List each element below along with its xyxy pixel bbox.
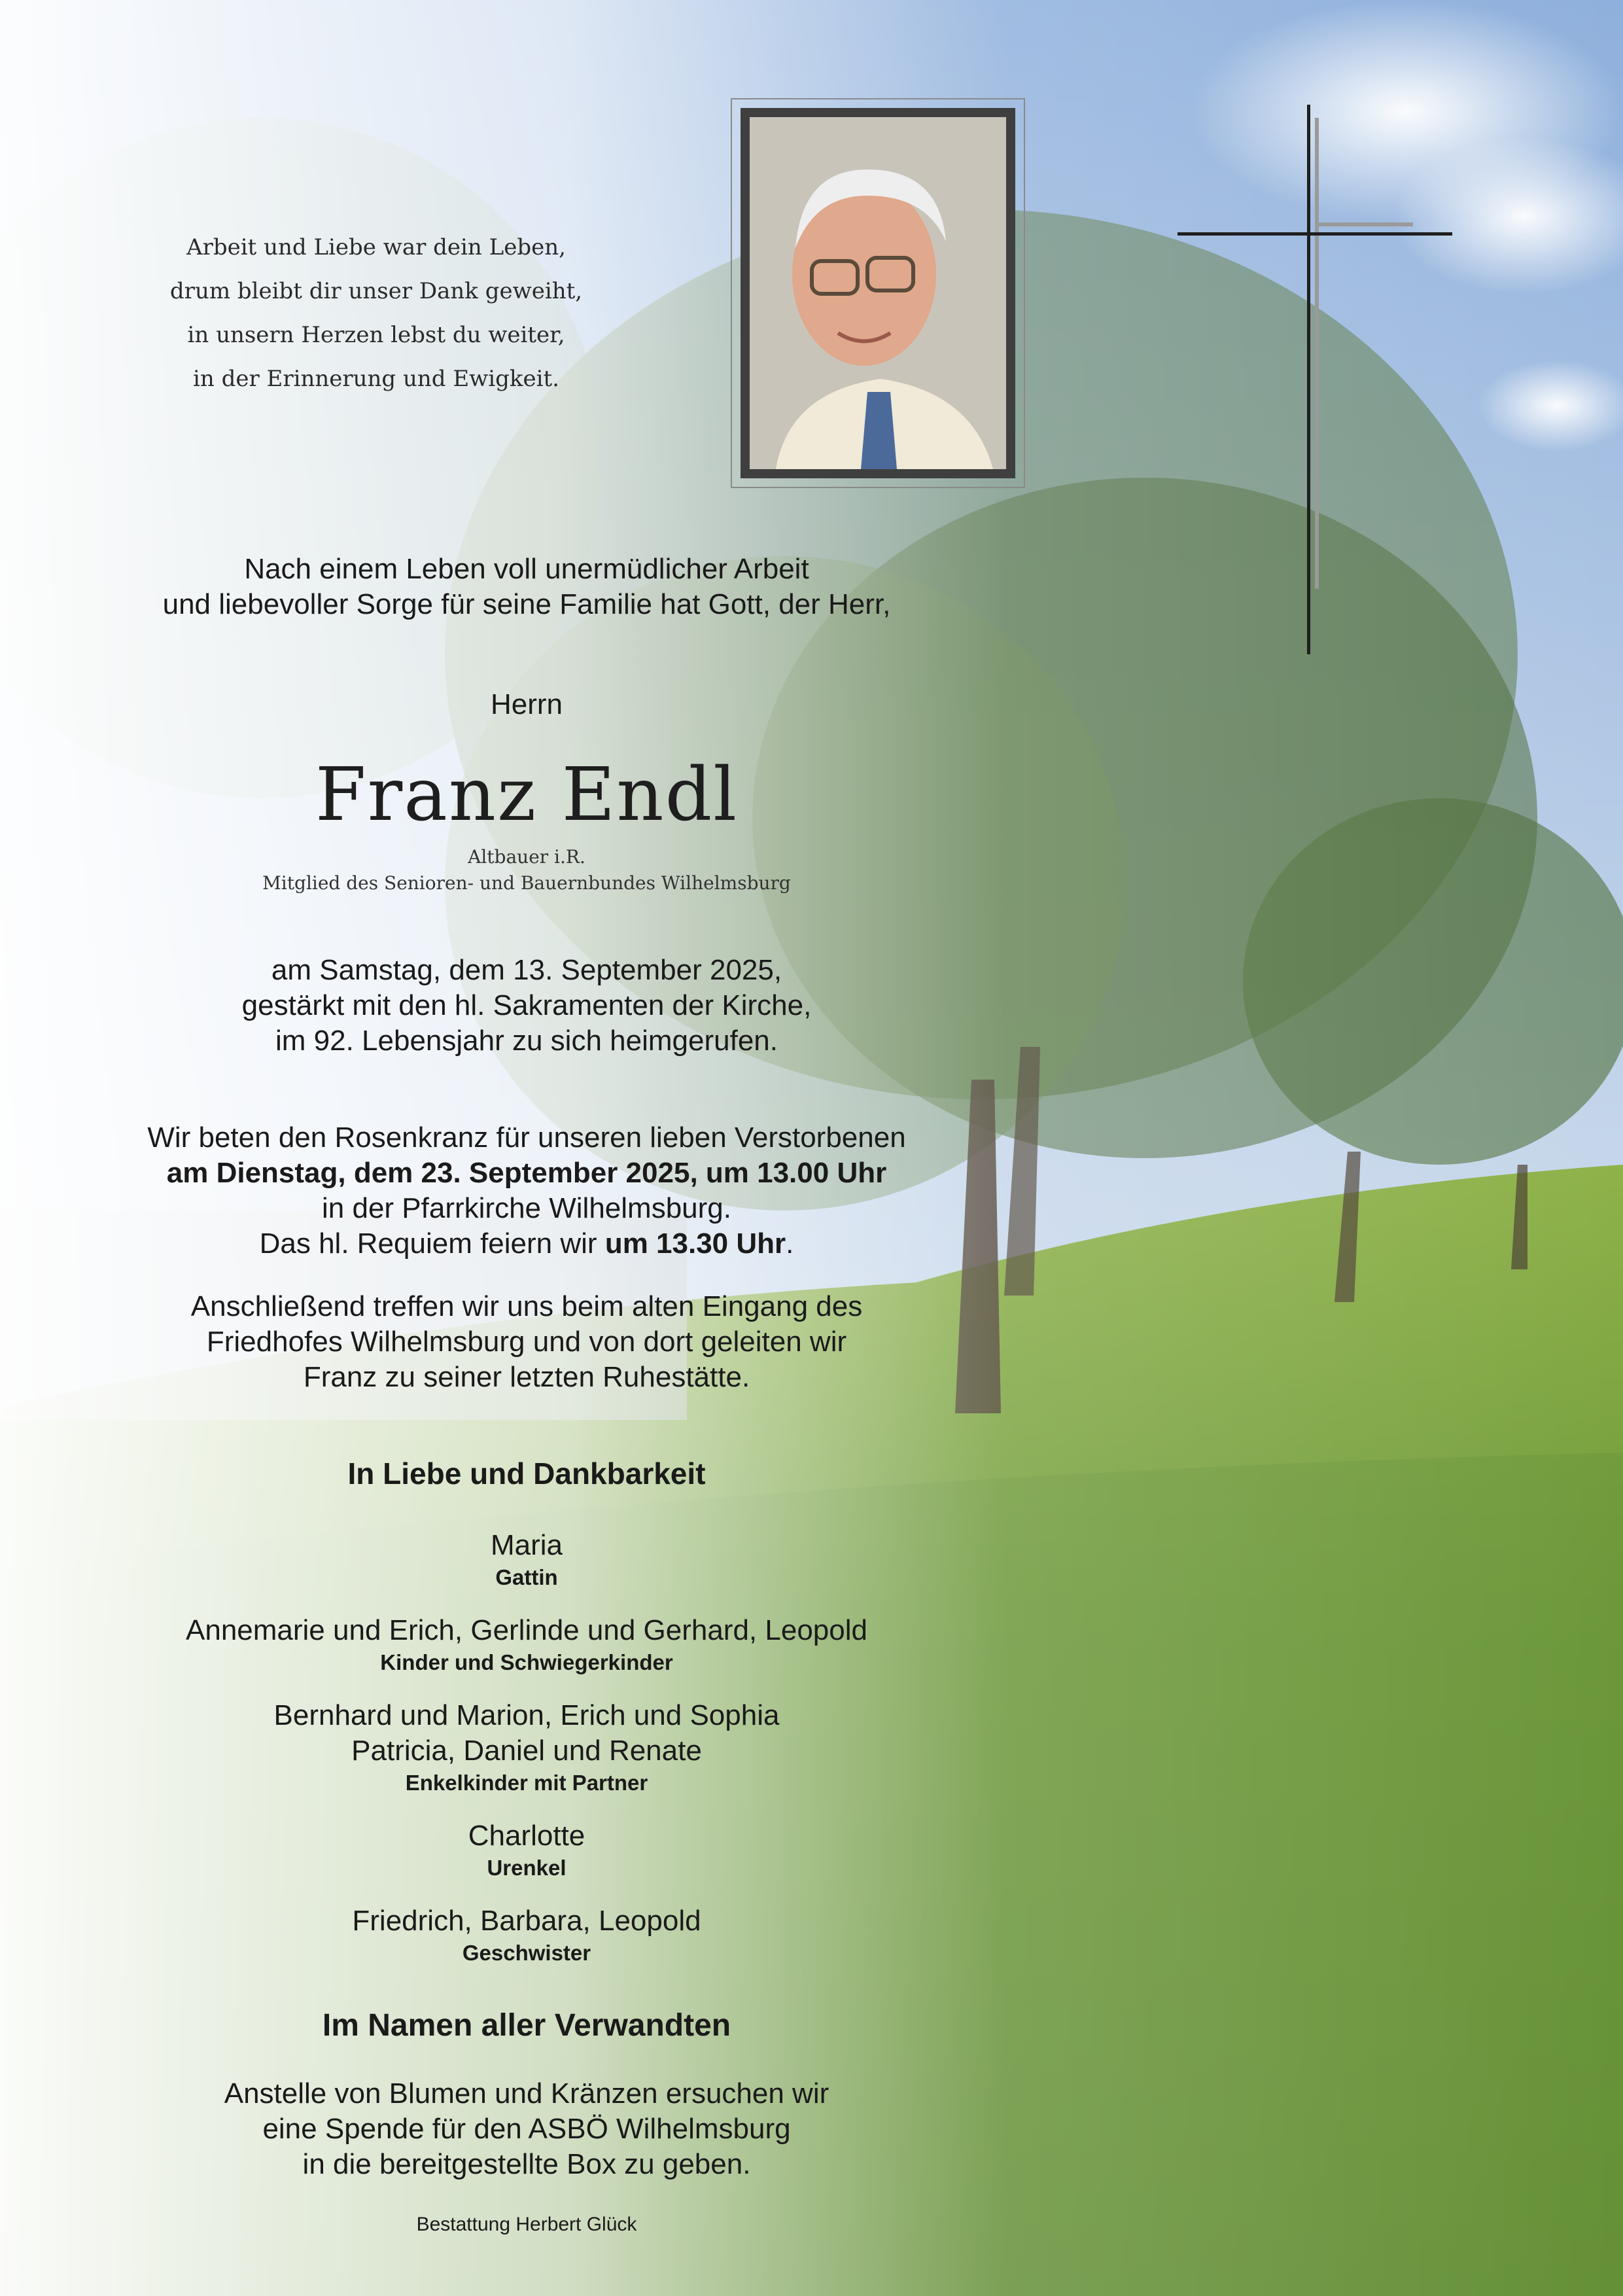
funeral-line: Franz zu seiner letzten Ruhestätte. [303,1361,750,1393]
donation-line: Anstelle von Blumen und Kränzen ersuchen wir [224,2077,829,2110]
funeral-info [0,1289,1053,1395]
mourner-role: Geschwister [462,1941,591,1965]
announcement-line: im 92. Lebensjahr zu sich heimgerufen. [275,1025,778,1057]
deceased-title: Altbauer i.R. [468,846,585,868]
deceased-membership: Mitglied des Senioren- und Bauernbundes Wilhelmsburg [262,872,791,894]
prayer-line: Wir beten den Rosenkranz für unseren lieben Verstorbenen [147,1122,906,1154]
poem-line: Arbeit und Liebe war dein Leben, [186,234,566,260]
prayer-location: in der Pfarrkirche Wilhelmsburg. [322,1192,731,1224]
mourner-group [0,1818,1053,1882]
mourner-role: Kinder und Schwiegerkinder [380,1650,673,1674]
mourner-names: Annemarie und Erich, Gerlinde und Gerhard, Leopold [186,1614,867,1646]
salutation: Herrn [490,688,563,720]
announcement-line: gestärkt mit den hl. Sakramenten der Kirche, [241,989,812,1021]
cross-icon [1164,98,1465,661]
requiem-line [0,1226,1053,1262]
undertaker-credit: Bestattung Herbert Glück [416,2214,637,2235]
funeral-line: Anschließend treffen wir uns beim alten Eingang des [190,1290,863,1322]
poem-line: in unsern Herzen lebst du weiter, [187,322,565,348]
deceased-name: Franz Endl [315,752,739,838]
portrait-photo [741,108,1015,478]
intro-line: und liebevoller Sorge für seine Familie hat Gott, der Herr, [162,588,891,620]
mourner-role: Gattin [495,1565,558,1589]
intro-line: Nach einem Leben voll unermüdlicher Arbeit [244,553,809,585]
mourner-group [0,1903,1053,1968]
requiem-period: . [786,1227,794,1260]
on-behalf-heading: Im Namen aller Verwandten [322,2008,731,2043]
requiem-text: Das hl. Requiem feiern wir [259,1227,605,1260]
requiem-time: um 13.30 Uhr [604,1227,786,1260]
mourner-role: Urenkel [487,1856,567,1880]
gratitude-heading: In Liebe und Dankbarkeit [347,1457,706,1491]
poem [0,226,752,401]
donation-line: in die bereitgestellte Box zu geben. [302,2148,751,2180]
announcement-line: am Samstag, dem 13. September 2025, [271,954,782,986]
mourner-group [0,1698,1053,1797]
funeral-line: Friedhofes Wilhelmsburg und von dort geleiten wir [206,1326,847,1358]
mourner-role: Enkelkinder mit Partner [405,1771,648,1795]
mourner-group [0,1613,1053,1677]
mourner-names: Bernhard und Marion, Erich und Sophia [273,1699,780,1731]
prayer-date: am Dienstag, dem 23. September 2025, um 13.00 Uhr [166,1157,887,1189]
intro-text [0,552,1053,622]
mourner-names: Charlotte [468,1820,585,1852]
mourner-names: Patricia, Daniel und Renate [351,1735,702,1767]
deceased-details [0,844,1053,896]
mourners-list [0,1528,1053,1988]
mourner-names: Maria [490,1529,563,1561]
poem-line: in der Erinnerung und Ewigkeit. [192,366,559,392]
donation-line: eine Spende für den ASBÖ Wilhelmsburg [262,2113,791,2145]
prayer-info [0,1120,1053,1262]
mourner-group [0,1528,1053,1592]
death-announcement [0,953,1053,1059]
poem-line: drum bleibt dir unser Dank geweiht, [169,278,583,304]
mourner-names: Friedrich, Barbara, Leopold [352,1905,701,1937]
donation-request [0,2076,1053,2182]
